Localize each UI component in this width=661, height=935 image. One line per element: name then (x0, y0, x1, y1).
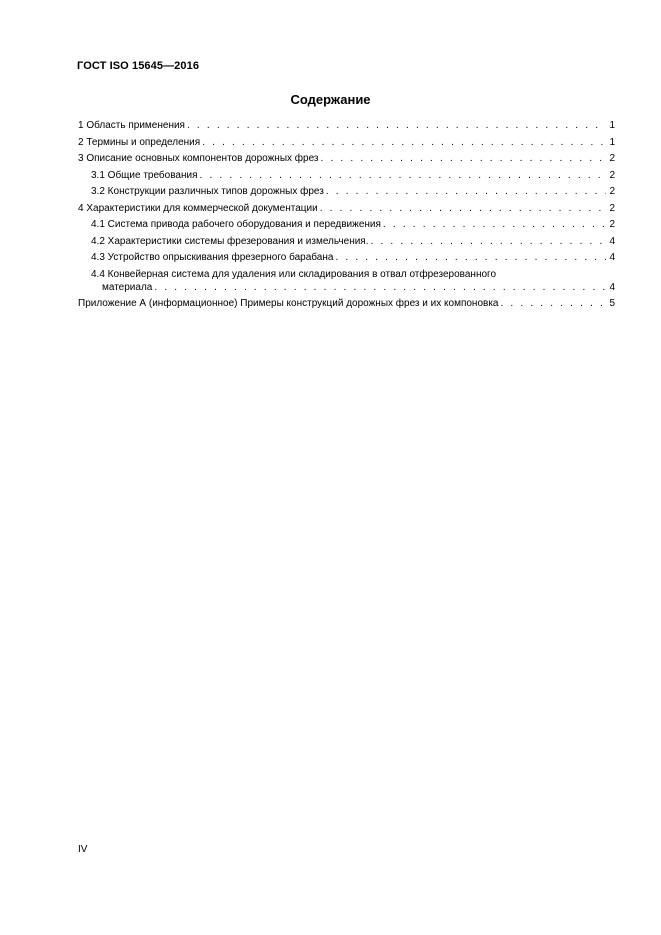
toc-leader-dots (154, 281, 606, 294)
toc-entry[interactable] (78, 185, 615, 202)
toc-entry-page: 4 (609, 235, 615, 247)
toc-entry-page: 1 (609, 136, 615, 148)
toc-entry[interactable] (78, 169, 615, 186)
table-of-contents (78, 119, 615, 314)
toc-title: Содержание (290, 92, 371, 107)
toc-entry-label: 3.2 Конструкции различных типов дорожных фрез (91, 186, 324, 197)
toc-leader-dots (202, 136, 606, 149)
toc-leader-dots (321, 152, 607, 165)
toc-entry-label: 3.1 Общие требования (91, 169, 198, 181)
toc-leader-dots (500, 297, 606, 310)
toc-entry-page: 2 (609, 186, 615, 197)
toc-entry-label-continued: материала (102, 281, 153, 293)
toc-entry[interactable] (78, 119, 615, 136)
toc-entry[interactable] (78, 202, 615, 219)
toc-entry-label: 4 Характеристики для коммерческой документации (78, 202, 318, 214)
toc-entry-label: 4.1 Система привода рабочего оборудования и передвижения (91, 219, 381, 230)
toc-entry[interactable] (78, 268, 615, 294)
toc-entry[interactable] (78, 218, 615, 235)
toc-entry-page: 1 (609, 120, 615, 131)
toc-entry-label: 4.4 Конвейерная система для удаления или складирования в отвал отфрезерованного (91, 268, 497, 280)
toc-entry-label: 4.2 Характеристики системы фрезерования и измельчения. (91, 235, 369, 247)
toc-leader-dots (326, 185, 607, 198)
toc-entry-label: 3 Описание основных компонентов дорожных фрез (78, 153, 319, 164)
toc-entry-label: 4.3 Устройство опрыскивания фрезерного барабана (91, 252, 334, 263)
toc-leader-dots (320, 202, 607, 215)
toc-leader-dots (383, 218, 607, 231)
toc-entry[interactable] (78, 235, 615, 252)
toc-entry[interactable] (78, 297, 615, 314)
toc-leader-dots (371, 235, 607, 248)
toc-entry-label: Приложение А (информационное) Примеры конструкций дорожных фрез и их компоновка (78, 298, 499, 309)
toc-leader-dots (187, 119, 606, 132)
toc-entry-page: 2 (609, 202, 615, 214)
toc-entry-page: 2 (609, 169, 615, 181)
page-number: IV (78, 844, 88, 855)
toc-entry-page: 4 (609, 281, 615, 293)
toc-entry-label: 2 Термины и определения (78, 136, 201, 148)
toc-entry-label: 1 Область применения (78, 120, 185, 131)
document-code: ГОСТ ISO 15645—2016 (77, 60, 200, 72)
toc-entry[interactable] (78, 136, 615, 153)
toc-leader-dots (335, 251, 606, 264)
toc-entry-page: 4 (609, 252, 615, 263)
toc-entry-page: 2 (609, 219, 615, 230)
toc-entry[interactable] (78, 152, 615, 169)
toc-leader-dots (200, 169, 607, 182)
toc-entry-page: 5 (609, 298, 615, 309)
toc-entry-page: 2 (609, 153, 615, 164)
toc-entry[interactable] (78, 251, 615, 268)
